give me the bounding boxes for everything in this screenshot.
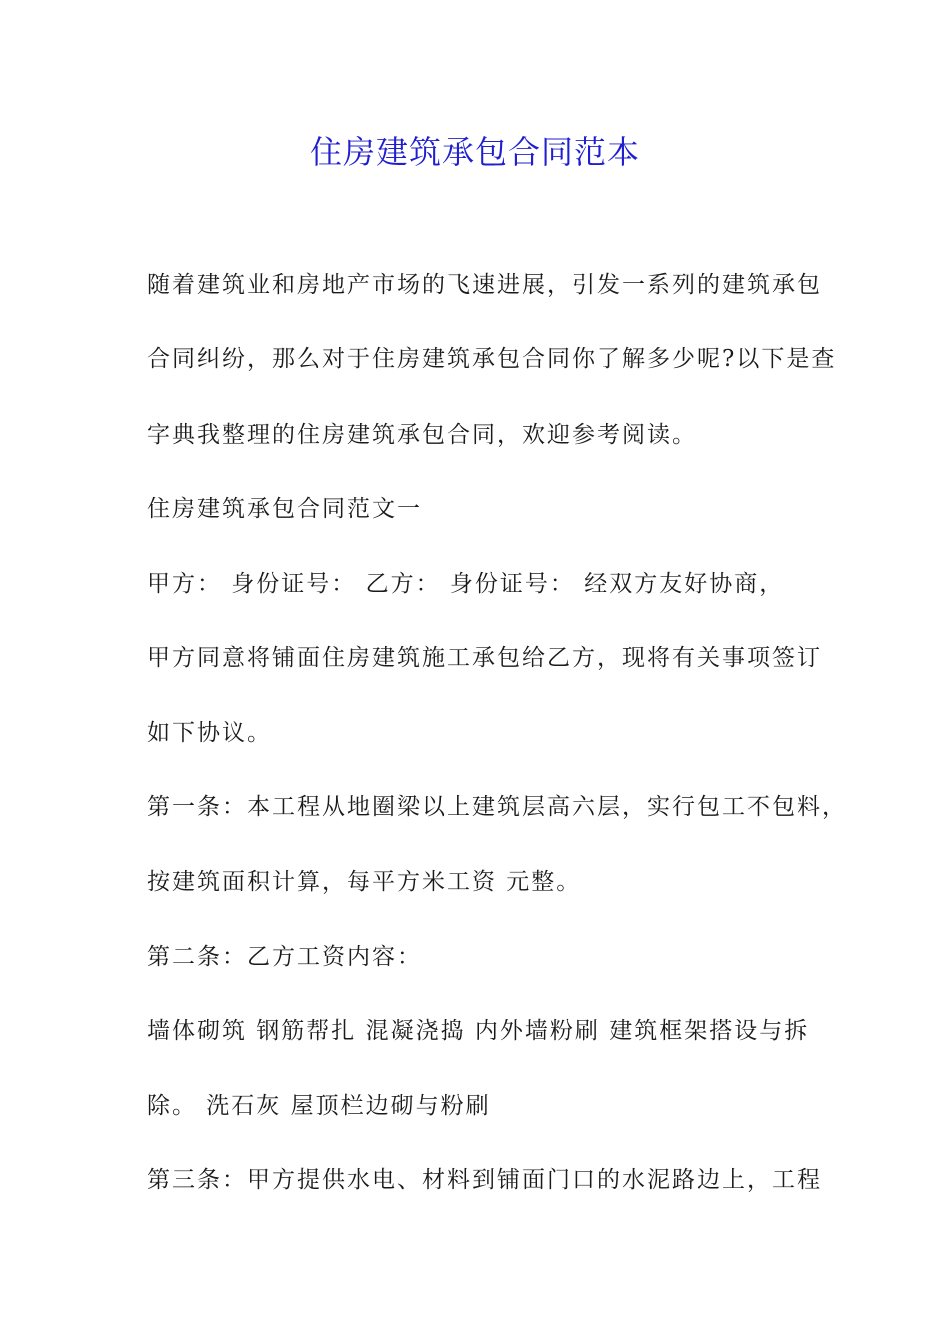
paragraph-line-2: 合同纠纷，那么对于住房建筑承包合同你了解多少呢?以下是查 (147, 346, 837, 372)
clause-1-line-1: 第一条：本工程从地圈梁以上建筑层高六层，实行包工不包料， (147, 794, 847, 820)
clause-2-heading: 第二条：乙方工资内容： (147, 944, 422, 970)
section-heading: 住房建筑承包合同范文一 (147, 496, 422, 522)
clause-3-line-1: 第三条：甲方提供水电、材料到铺面门口的水泥路边上，工程 (147, 1167, 822, 1193)
clause-2-line-2: 除。 洗石灰 屋顶栏边砌与粉刷 (147, 1093, 491, 1119)
paragraph-line-1: 随着建筑业和房地产市场的飞速进展，引发一系列的建筑承包 (147, 272, 822, 298)
paragraph-line-7: 如下协议。 (147, 720, 272, 746)
paragraph-line-6: 甲方同意将铺面住房建筑施工承包给乙方，现将有关事项签订 (147, 645, 822, 671)
document-title: 住房建筑承包合同范本 (309, 133, 640, 171)
clause-2-line-1: 墙体砌筑 钢筋帮扎 混凝浇捣 内外墙粉刷 建筑框架搭设与拆 (147, 1018, 810, 1044)
paragraph-line-5: 甲方： 身份证号： 乙方： 身份证号： 经双方友好协商， (147, 571, 785, 597)
clause-1-line-2: 按建筑面积计算，每平方米工资 元整。 (147, 869, 582, 895)
paragraph-line-3: 字典我整理的住房建筑承包合同，欢迎参考阅读。 (147, 422, 697, 448)
